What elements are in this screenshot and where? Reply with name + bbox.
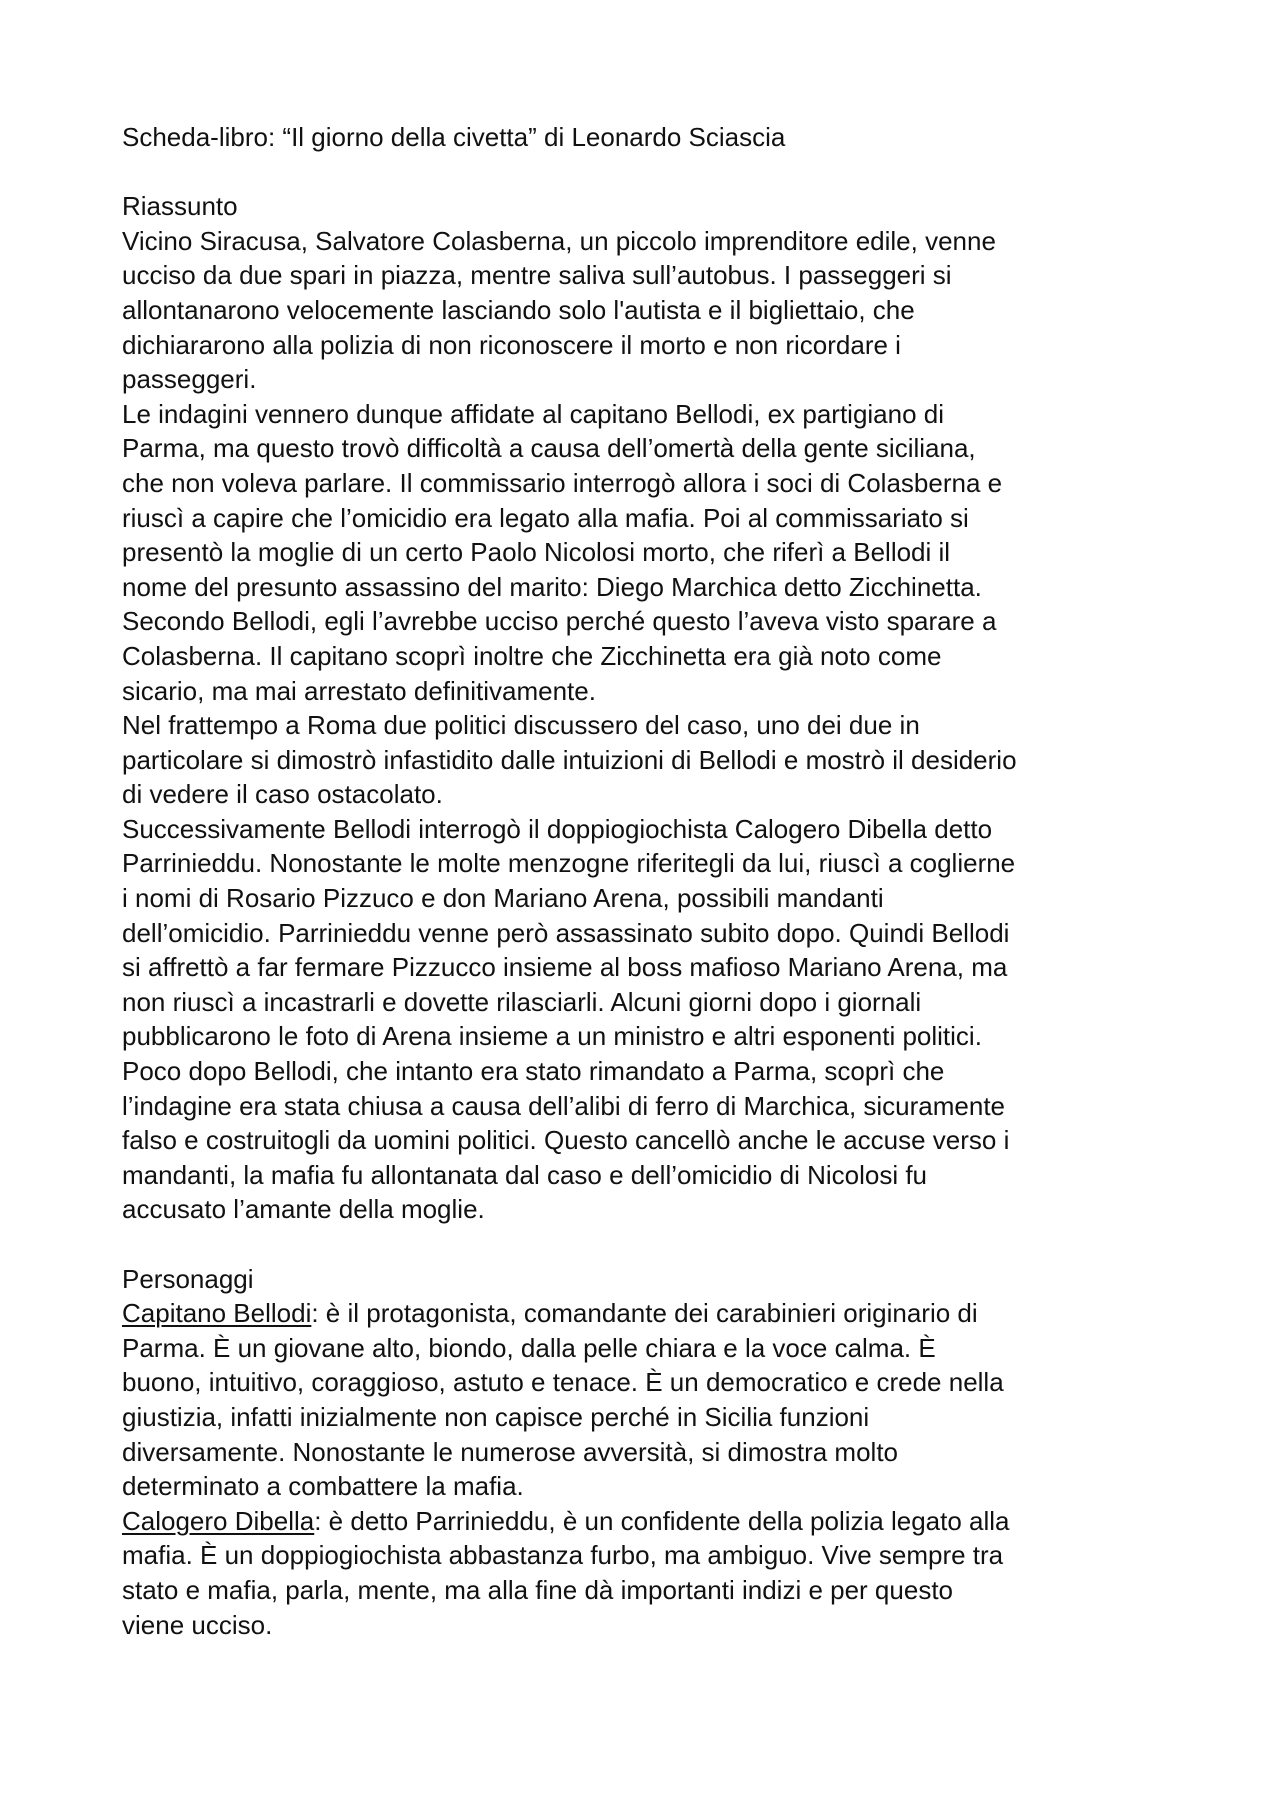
text-line: non riuscì a incastrarli e dovette rilasciarli. Alcuni giorni dopo i giornali	[122, 986, 922, 1017]
text-line: Le indagini vennero dunque affidate al capitano Bellodi, ex partigiano di	[122, 398, 945, 429]
text-line: Parma. È un giovane alto, biondo, dalla pelle chiara e la voce calma. È	[122, 1332, 936, 1363]
text-line: mafia. È un doppiogiochista abbastanza furbo, ma ambiguo. Vive sempre tra	[122, 1540, 1004, 1571]
text-line: sicario, ma mai arrestato definitivamente.	[122, 675, 596, 706]
text-line: che non voleva parlare. Il commissario interrogò allora i soci di Colasberna e	[122, 467, 1003, 498]
text-line: Successivamente Bellodi interrogò il doppiogiochista Calogero Dibella detto	[122, 813, 993, 844]
text-line: pubblicarono le foto di Arena insieme a un ministro e altri esponenti politici.	[122, 1021, 982, 1052]
summary-paragraph	[122, 708, 1180, 812]
character-description-start: : è il protagonista, comandante dei carabinieri originario di	[311, 1298, 978, 1329]
text-line: mandanti, la mafia fu allontanata dal caso e dell’omicidio di Nicolosi fu	[122, 1159, 927, 1190]
text-line: l’indagine era stata chiusa a causa dell’alibi di ferro di Marchica, sicuramente	[122, 1090, 1006, 1121]
character-description-start: : è detto Parrinieddu, è un confidente della polizia legato alla	[314, 1505, 1010, 1536]
text-line: accusato l’amante della moglie.	[122, 1194, 485, 1225]
text-line: buono, intuitivo, coraggioso, astuto e tenace. È un democratico e crede nella	[122, 1367, 1004, 1398]
text-line: riuscì a capire che l’omicidio era legato alla mafia. Poi al commissariato si	[122, 502, 969, 533]
text-line: Poco dopo Bellodi, che intanto era stato rimandato a Parma, scoprì che	[122, 1056, 945, 1087]
text-line: Secondo Bellodi, egli l’avrebbe ucciso perché questo l’aveva visto sparare a	[122, 606, 997, 637]
text-line: Nel frattempo a Roma due politici discussero del caso, uno dei due in	[122, 710, 920, 741]
document-title: Scheda-libro: “Il giorno della civetta” di Leonardo Sciascia	[122, 122, 786, 152]
text-line: particolare si dimostrò infastidito dalle intuizioni di Bellodi e mostrò il desiderio	[122, 744, 1017, 775]
summary-section	[122, 189, 1180, 1227]
text-line: falso e costruitogli da uomini politici. Questo cancellò anche le accuse verso i	[122, 1125, 1010, 1156]
text-line: i nomi di Rosario Pizzuco e don Mariano Arena, possibili mandanti	[122, 883, 884, 914]
text-line: Parrinieddu. Nonostante le molte menzogne riferitegli da lui, riuscì a coglierne	[122, 848, 1016, 879]
character-name-bellodi: Capitano Bellodi	[122, 1298, 312, 1329]
character-name-dibella: Calogero Dibella	[122, 1505, 315, 1536]
characters-section	[122, 1262, 1180, 1643]
text-line: determinato a combattere la mafia.	[122, 1471, 524, 1502]
text-line: Colasberna. Il capitano scoprì inoltre che Zicchinetta era già noto come	[122, 640, 942, 671]
text-line: diversamente. Nonostante le numerose avversità, si dimostra molto	[122, 1436, 899, 1467]
summary-paragraph	[122, 812, 1180, 1227]
text-line: di vedere il caso ostacolato.	[122, 779, 443, 810]
text-line	[122, 1504, 1180, 1539]
summary-heading: Riassunto	[122, 191, 238, 222]
text-line: Parma, ma questo trovò difficoltà a causa dell’omertà della gente siciliana,	[122, 433, 976, 464]
text-line: nome del presunto assassino del marito: Diego Marchica detto Zicchinetta.	[122, 571, 982, 602]
section-spacer	[122, 1227, 1180, 1262]
text-line: passeggeri.	[122, 364, 257, 395]
text-line: ucciso da due spari in piazza, mentre saliva sull’autobus. I passeggeri si	[122, 260, 952, 291]
character-entry-bellodi	[122, 1296, 1180, 1504]
text-line: si affrettò a far fermare Pizzucco insieme al boss mafioso Mariano Arena, ma	[122, 952, 1008, 983]
text-line: viene ucciso.	[122, 1609, 273, 1640]
text-line: dichiararono alla polizia di non riconoscere il morto e non ricordare i	[122, 329, 901, 360]
text-line: dell’omicidio. Parrinieddu venne però assassinato subito dopo. Quindi Bellodi	[122, 917, 1010, 948]
text-line: giustizia, infatti inizialmente non capisce perché in Sicilia funzioni	[122, 1401, 870, 1432]
text-line: stato e mafia, parla, mente, ma alla fine dà importanti indizi e per questo	[122, 1574, 953, 1605]
text-line: Vicino Siracusa, Salvatore Colasberna, un piccolo imprenditore edile, venne	[122, 225, 996, 256]
summary-paragraph	[122, 224, 1180, 397]
characters-heading: Personaggi	[122, 1263, 254, 1294]
text-line: allontanarono velocemente lasciando solo l'autista e il bigliettaio, che	[122, 294, 915, 325]
text-line	[122, 1296, 1180, 1331]
summary-paragraph	[122, 397, 1180, 708]
character-entry-dibella	[122, 1504, 1180, 1642]
text-line: presentò la moglie di un certo Paolo Nicolosi morto, che riferì a Bellodi il	[122, 537, 951, 568]
